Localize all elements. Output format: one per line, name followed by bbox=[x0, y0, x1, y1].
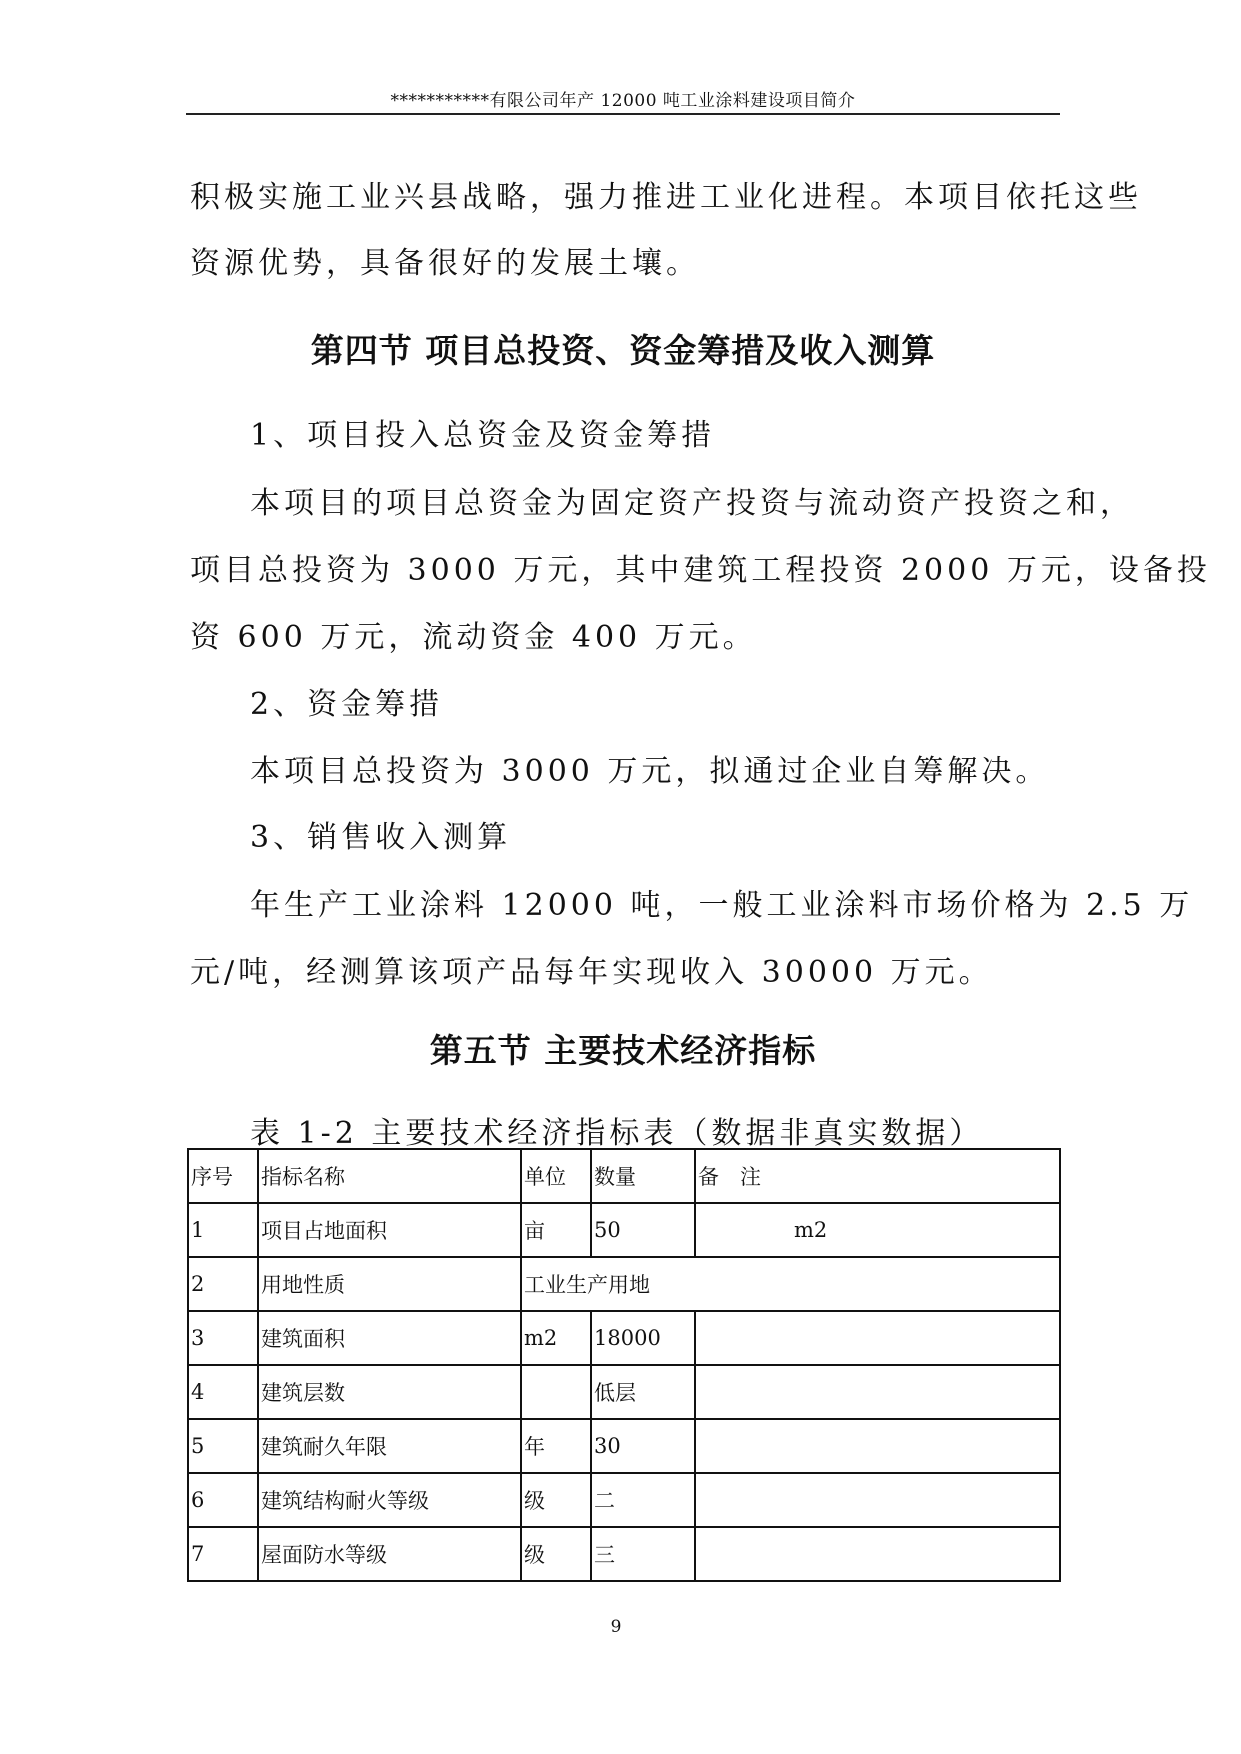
cell-no: 7 bbox=[188, 1527, 258, 1581]
cell-no: 3 bbox=[188, 1311, 258, 1365]
cell-no: 1 bbox=[188, 1203, 258, 1257]
cell-note: m2 bbox=[695, 1203, 1060, 1257]
paragraph-line: 元/吨，经测算该项产品每年实现收入 30000 万元。 bbox=[190, 955, 993, 990]
cell-no: 4 bbox=[188, 1365, 258, 1419]
cell-name: 建筑层数 bbox=[258, 1365, 521, 1419]
indicators-table bbox=[187, 1148, 1061, 1582]
cell-note bbox=[695, 1473, 1060, 1527]
cell-unit: 级 bbox=[521, 1527, 591, 1581]
table-row bbox=[188, 1203, 1060, 1257]
cell-name: 建筑耐久年限 bbox=[258, 1419, 521, 1473]
cell-name: 建筑结构耐火等级 bbox=[258, 1473, 521, 1527]
cell-qty: 低层 bbox=[591, 1365, 695, 1419]
paragraph-line: 本项目总投资为 3000 万元，拟通过企业自筹解决。 bbox=[250, 754, 1050, 789]
cell-merged: 工业生产用地 bbox=[521, 1257, 1060, 1311]
cell-unit bbox=[521, 1365, 591, 1419]
table-row bbox=[188, 1365, 1060, 1419]
cell-name: 建筑面积 bbox=[258, 1311, 521, 1365]
paragraph-line: 积极实施工业兴县战略，强力推进工业化进程。本项目依托这些 bbox=[190, 180, 1142, 215]
cell-unit: m2 bbox=[521, 1311, 591, 1365]
paragraph-line: 资 600 万元，流动资金 400 万元。 bbox=[190, 620, 757, 655]
running-header: ***********有限公司年产 12000 吨工业涂料建设项目简介 bbox=[390, 91, 856, 111]
paragraph-line: 年生产工业涂料 12000 吨，一般工业涂料市场价格为 2.5 万 bbox=[250, 888, 1194, 923]
table-row bbox=[188, 1311, 1060, 1365]
header-cell-no: 序号 bbox=[188, 1149, 258, 1203]
cell-qty: 三 bbox=[591, 1527, 695, 1581]
cell-qty: 30 bbox=[591, 1419, 695, 1473]
cell-note bbox=[695, 1419, 1060, 1473]
page-number: 9 bbox=[610, 1617, 622, 1637]
header-cell-note: 备 注 bbox=[695, 1149, 1060, 1203]
cell-qty: 18000 bbox=[591, 1311, 695, 1365]
item-title-2: 2、资金筹措 bbox=[250, 687, 444, 722]
cell-qty: 50 bbox=[591, 1203, 695, 1257]
paragraph-line: 资源优势，具备很好的发展土壤。 bbox=[190, 246, 700, 281]
table-caption: 表 1-2 主要技术经济指标表（数据非真实数据） bbox=[250, 1116, 984, 1151]
cell-name: 屋面防水等级 bbox=[258, 1527, 521, 1581]
cell-unit: 级 bbox=[521, 1473, 591, 1527]
cell-name: 项目占地面积 bbox=[258, 1203, 521, 1257]
item-title-3: 3、销售收入测算 bbox=[250, 820, 512, 855]
table-row bbox=[188, 1473, 1060, 1527]
paragraph-line: 本项目的项目总资金为固定资产投资与流动资产投资之和， bbox=[250, 486, 1134, 521]
section-heading-5: 第五节 主要技术经济指标 bbox=[429, 1031, 817, 1070]
cell-qty: 二 bbox=[591, 1473, 695, 1527]
cell-note bbox=[695, 1311, 1060, 1365]
item-title-1: 1、项目投入总资金及资金筹措 bbox=[250, 418, 716, 453]
header-cell-qty: 数量 bbox=[591, 1149, 695, 1203]
cell-unit: 亩 bbox=[521, 1203, 591, 1257]
header-cell-unit: 单位 bbox=[521, 1149, 591, 1203]
paragraph-line: 项目总投资为 3000 万元，其中建筑工程投资 2000 万元，设备投 bbox=[190, 553, 1211, 588]
table-row bbox=[188, 1257, 1060, 1311]
table-row bbox=[188, 1527, 1060, 1581]
table-row bbox=[188, 1419, 1060, 1473]
cell-unit: 年 bbox=[521, 1419, 591, 1473]
cell-no: 5 bbox=[188, 1419, 258, 1473]
section-heading-4: 第四节 项目总投资、资金筹措及收入测算 bbox=[310, 331, 936, 370]
cell-no: 6 bbox=[188, 1473, 258, 1527]
cell-name: 用地性质 bbox=[258, 1257, 521, 1311]
table-header-row bbox=[188, 1149, 1060, 1203]
cell-no: 2 bbox=[188, 1257, 258, 1311]
header-rule bbox=[186, 113, 1060, 115]
cell-note bbox=[695, 1527, 1060, 1581]
cell-note bbox=[695, 1365, 1060, 1419]
header-cell-name: 指标名称 bbox=[258, 1149, 521, 1203]
